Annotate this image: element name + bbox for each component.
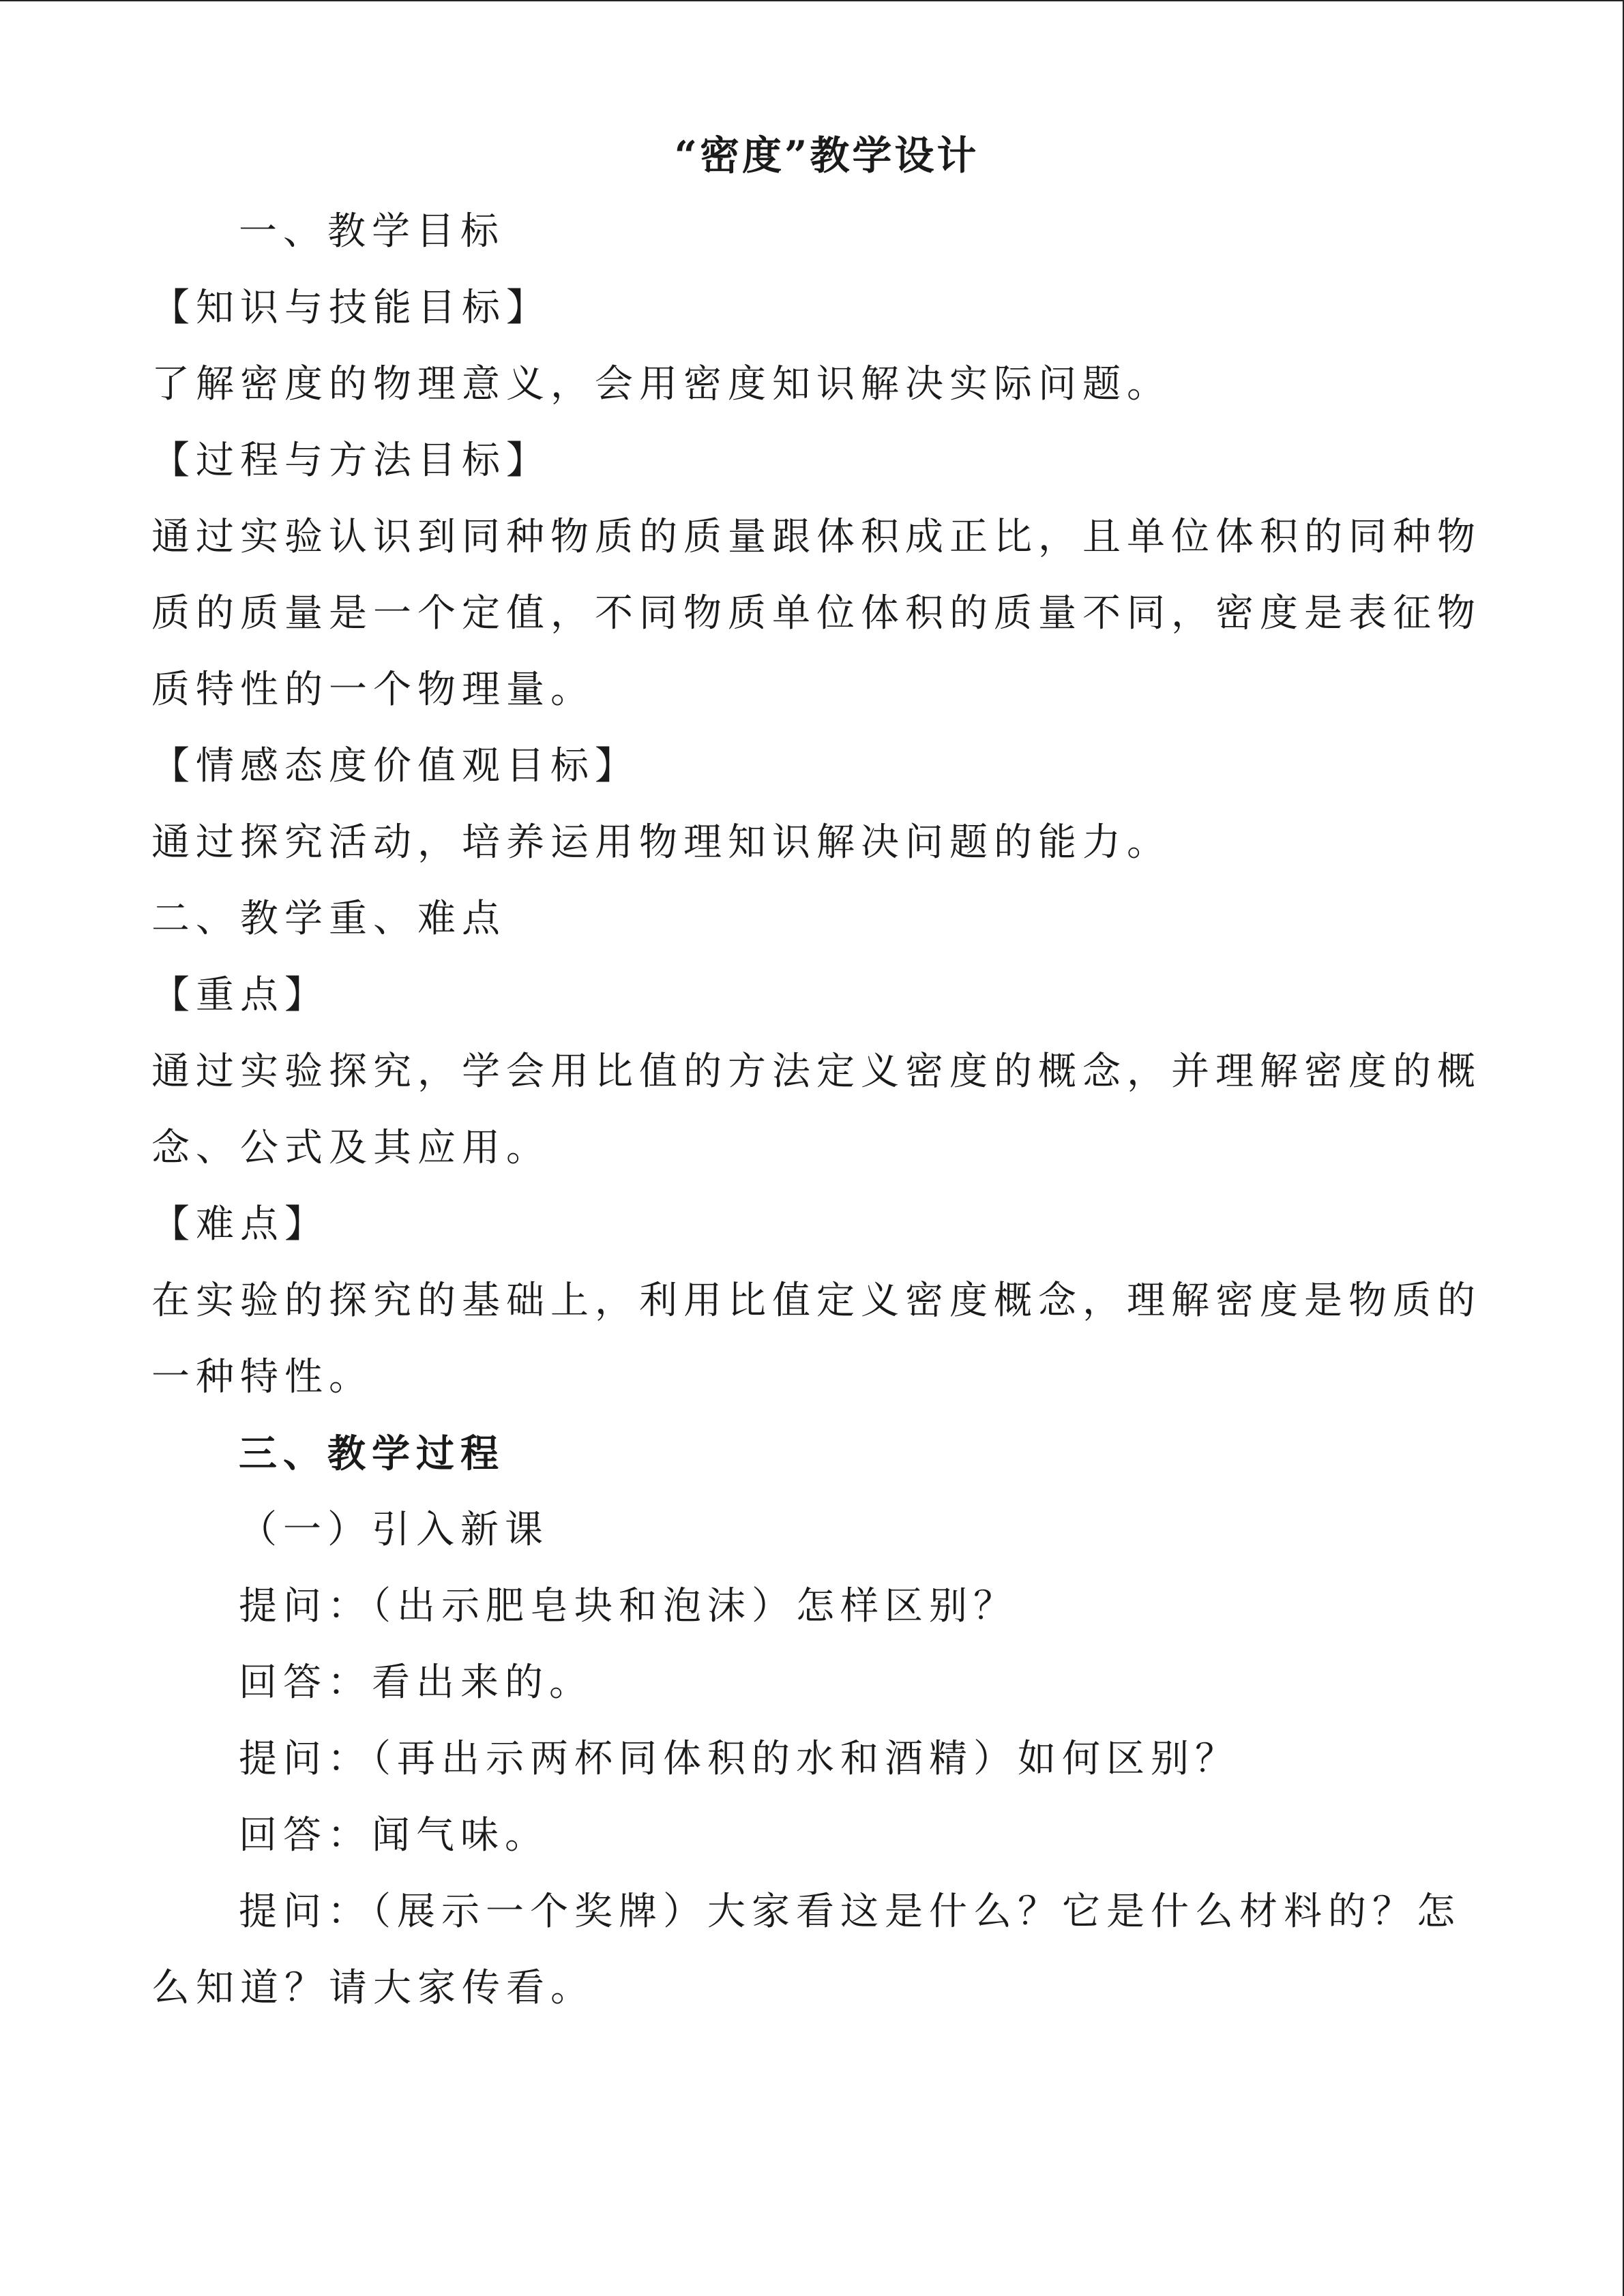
text-emotion-values: 通过探究活动，培养运用物理知识解决问题的能力。 — [151, 820, 1171, 865]
label-emotion-values: 【情感态度价值观目标】 — [151, 744, 639, 788]
text-difficulty-line: 一种特性。 — [151, 1355, 373, 1399]
text-process-methods-line: 通过实验认识到同种物质的质量跟体积成正比，且单位体积的同种物 — [151, 515, 1481, 559]
label-key-point: 【重点】 — [151, 973, 329, 1017]
section-heading-process: 三、教学过程 — [239, 1431, 505, 1476]
label-knowledge-skills: 【知识与技能目标】 — [151, 286, 550, 330]
dialogue-line: 回答：看出来的。 — [239, 1660, 593, 1705]
text-key-point-line: 通过实验探究，学会用比值的方法定义密度的概念，并理解密度的概 — [151, 1049, 1481, 1094]
label-difficulty: 【难点】 — [151, 1202, 329, 1247]
dialogue-line: 提问：（出示肥皂块和泡沫）怎样区别？ — [239, 1584, 1018, 1628]
text-process-methods-line: 质特性的一个物理量。 — [151, 668, 595, 712]
dialogue-line: 么知道？请大家传看。 — [151, 1966, 595, 2010]
sub-heading-intro: （一）引入新课 — [239, 1508, 549, 1552]
dialogue-line: 提问：（再出示两杯同体积的水和酒精）如何区别？ — [239, 1737, 1239, 1781]
text-process-methods-line: 质的质量是一个定值，不同物质单位体积的质量不同，密度是表征物 — [151, 591, 1481, 636]
section-heading-objectives: 一、教学目标 — [239, 209, 505, 254]
section-heading-key-difficult: 二、教学重、难点 — [151, 897, 506, 941]
text-key-point-line: 念、公式及其应用。 — [151, 1126, 550, 1170]
text-knowledge-skills: 了解密度的物理意义，会用密度知识解决实际问题。 — [151, 362, 1171, 406]
document-title: “密度”教学设计 — [674, 132, 979, 179]
dialogue-line: 回答：闻气味。 — [239, 1813, 549, 1858]
text-difficulty-line: 在实验的探究的基础上，利用比值定义密度概念，理解密度是物质的 — [151, 1279, 1481, 1323]
document-content — [151, 117, 1481, 2027]
dialogue-line: 提问：（展示一个奖牌）大家看这是什么？它是什么材料的？怎 — [239, 1890, 1461, 1934]
label-process-methods: 【过程与方法目标】 — [151, 438, 550, 483]
